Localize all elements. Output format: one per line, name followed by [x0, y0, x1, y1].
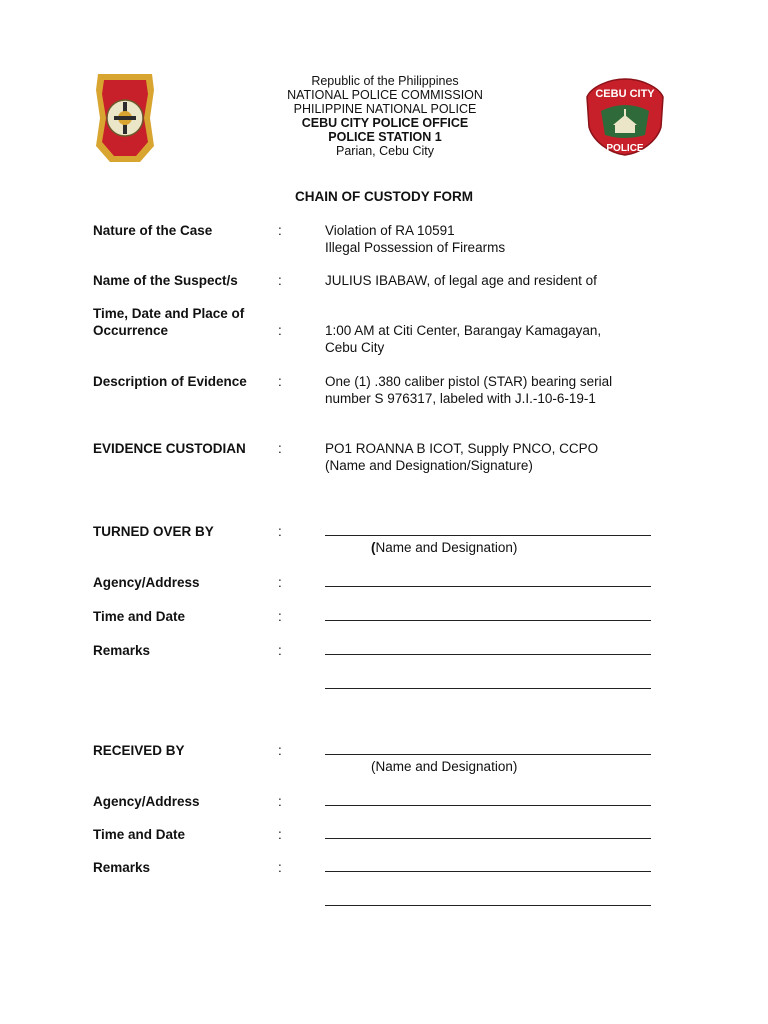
pnp-seal-logo — [92, 70, 158, 166]
field-label: EVIDENCE CUSTODIAN — [93, 441, 246, 456]
header-line-republic: Republic of the Philippines — [311, 74, 459, 88]
field-value — [325, 222, 665, 256]
blank-line[interactable] — [325, 805, 651, 806]
field-colon: : — [278, 794, 282, 809]
field-colon: : — [278, 223, 282, 238]
field-label: Name of the Suspect/s — [93, 273, 238, 288]
value-line: number S 976317, labeled with J.I.-10-6-19-1 — [325, 391, 596, 406]
value-line: Illegal Possession of Firearms — [325, 240, 506, 255]
blank-line[interactable] — [325, 838, 651, 839]
field-label: Nature of the Case — [93, 223, 213, 238]
value-line: Cebu City — [325, 340, 385, 355]
form-title: CHAIN OF CUSTODY FORM — [294, 189, 473, 204]
field-colon: : — [278, 860, 282, 875]
header-line-pnp: PHILIPPINE NATIONAL POLICE — [293, 102, 477, 116]
field-label: Time and Date — [93, 827, 186, 842]
line-caption: (Name and Designation) — [371, 759, 518, 774]
field-colon: : — [278, 643, 282, 658]
field-value — [325, 440, 665, 474]
field-colon: : — [278, 743, 282, 758]
letterhead — [240, 74, 530, 158]
header-line-napolcom: NATIONAL POLICE COMMISSION — [287, 88, 483, 102]
field-label: Description of Evidence — [93, 374, 247, 389]
field-label: TURNED OVER BY — [93, 524, 214, 539]
blank-line[interactable] — [325, 586, 651, 587]
field-label: Agency/Address — [93, 794, 200, 809]
caption-paren: ( — [371, 540, 376, 555]
field-colon: : — [278, 323, 282, 338]
field-colon: : — [278, 374, 282, 389]
blank-line[interactable] — [325, 688, 651, 689]
header-line-address: Parian, Cebu City — [336, 144, 434, 158]
value-line: PO1 ROANNA B ICOT, Supply PNCO, CCPO — [325, 441, 599, 456]
field-colon: : — [278, 575, 282, 590]
caption-text: Name and Designation) — [375, 540, 518, 555]
field-value — [325, 322, 665, 356]
blank-line[interactable] — [325, 620, 651, 621]
blank-line[interactable] — [325, 871, 651, 872]
signature-line[interactable] — [325, 754, 651, 755]
line-caption — [371, 539, 517, 556]
field-value: JULIUS IBABAW, of legal age and resident of — [325, 273, 597, 288]
field-colon: : — [278, 609, 282, 624]
field-label: Agency/Address — [93, 575, 200, 590]
field-label: Remarks — [93, 643, 151, 658]
field-value — [325, 373, 665, 407]
field-colon: : — [278, 273, 282, 288]
signature-line[interactable] — [325, 535, 651, 536]
field-label — [93, 305, 283, 339]
field-label: Remarks — [93, 860, 151, 875]
field-colon: : — [278, 441, 282, 456]
blank-line[interactable] — [325, 905, 651, 906]
badge-top-text: CEBU CITY — [595, 88, 655, 100]
blank-line[interactable] — [325, 654, 651, 655]
cebu-city-police-badge-logo — [583, 77, 667, 157]
badge-bottom-text: POLICE — [606, 143, 644, 154]
header-line-station: POLICE STATION 1 — [328, 130, 442, 144]
value-line: (Name and Designation/Signature) — [325, 458, 533, 473]
field-colon: : — [278, 827, 282, 842]
header-line-office: CEBU CITY POLICE OFFICE — [301, 116, 469, 130]
value-line: 1:00 AM at Citi Center, Barangay Kamagayan, — [325, 323, 602, 338]
value-line: Violation of RA 10591 — [325, 223, 455, 238]
label-line: Time, Date and Place of — [93, 306, 245, 321]
value-line: One (1) .380 caliber pistol (STAR) bearing serial — [325, 374, 613, 389]
label-line: Occurrence — [93, 323, 169, 338]
field-label: Time and Date — [93, 609, 186, 624]
field-label: RECEIVED BY — [93, 743, 185, 758]
field-colon: : — [278, 524, 282, 539]
